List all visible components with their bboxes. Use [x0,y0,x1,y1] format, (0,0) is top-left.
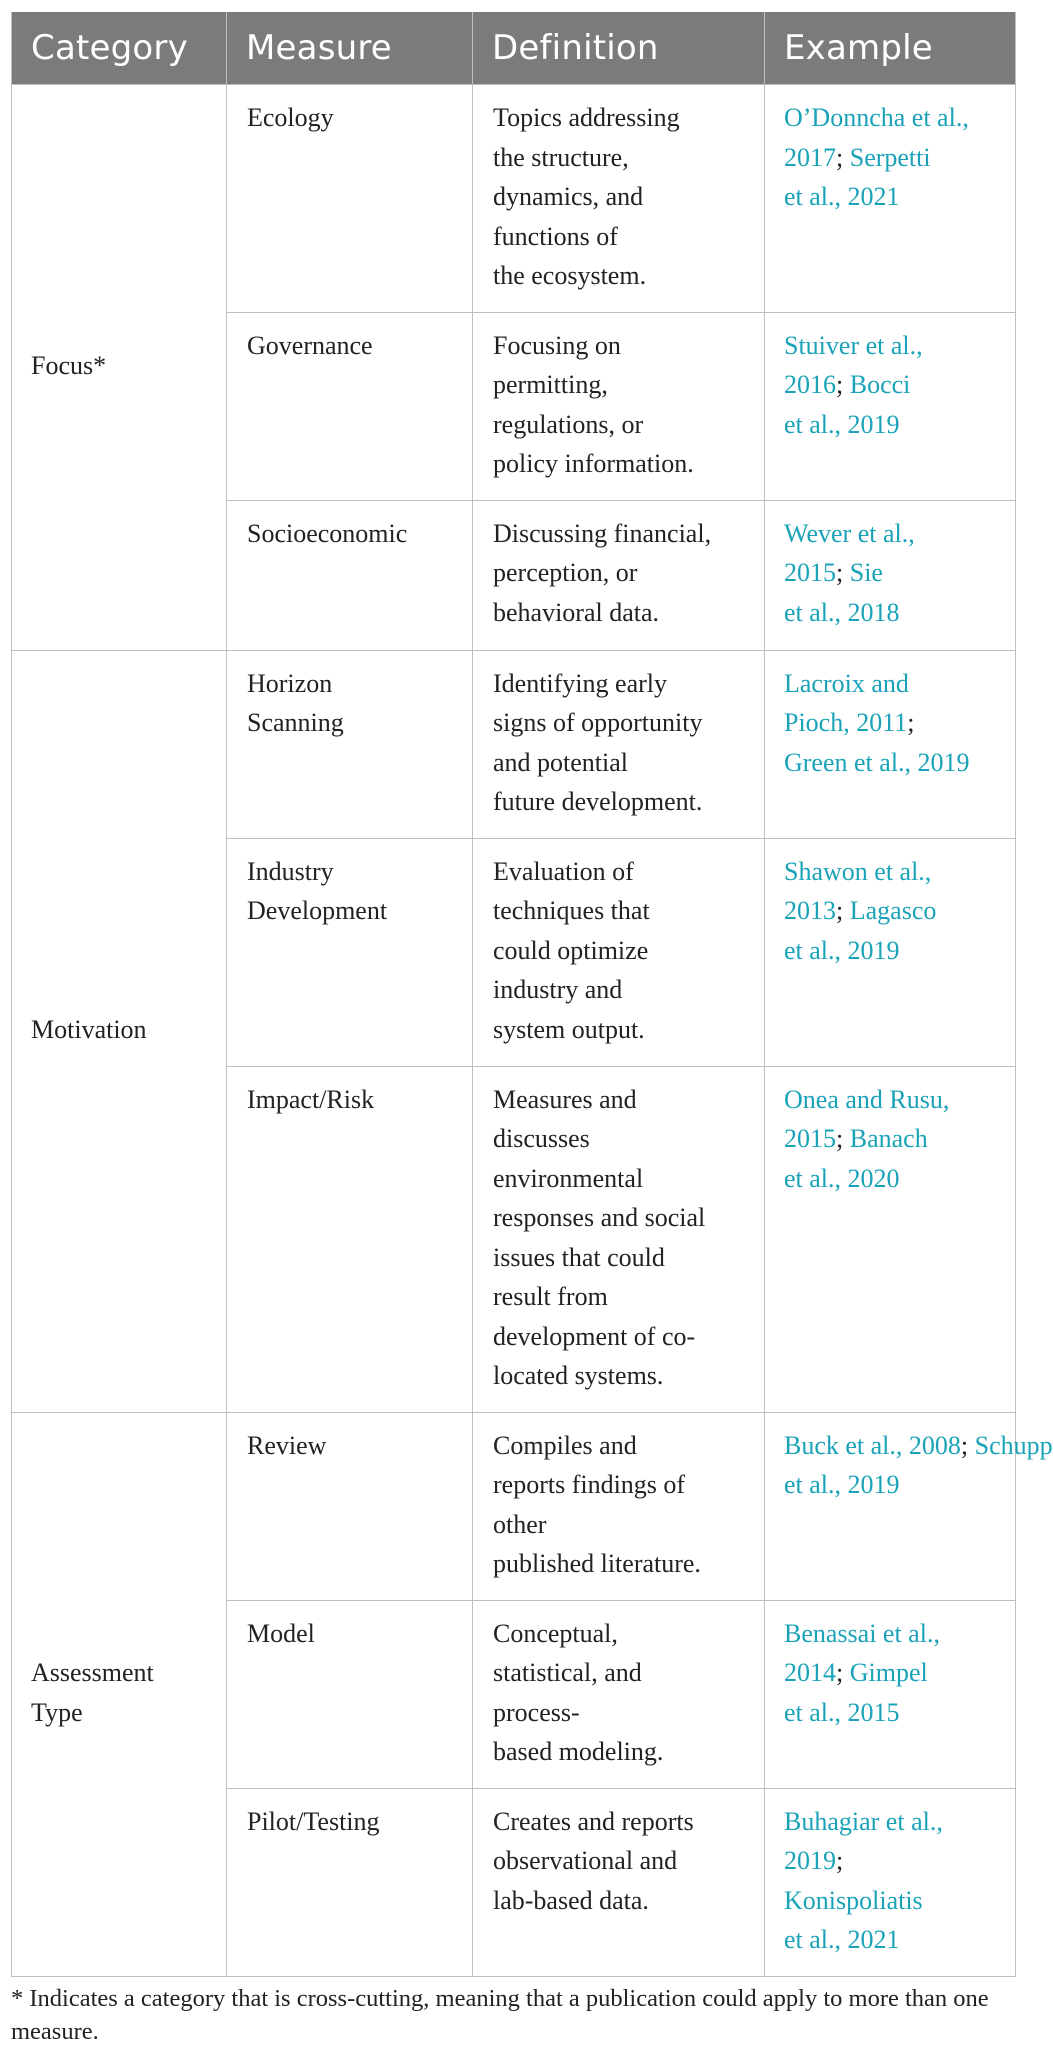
reference-separator: ; [836,1658,850,1687]
definition-text: techniques that [493,896,650,925]
reference-link[interactable]: Banach [849,1124,928,1153]
reference-separator: ; [836,1124,850,1153]
definition-text: Conceptual, [493,1618,618,1648]
reference-link[interactable]: O’Donncha et al., [784,103,969,132]
reference-link[interactable]: Onea and Rusu, [784,1084,950,1114]
table-row [12,85,1016,313]
measure-text: Ecology [247,103,334,132]
header-definition: Definition [473,12,765,85]
example-cell [765,312,1016,500]
measure-text: Pilot/Testing [247,1806,380,1836]
definition-text: published literature. [493,1549,701,1578]
reference-link[interactable]: et al., 2019 [784,1470,900,1499]
header-example: Example [765,12,1016,85]
definition-text: signs of opportunity [493,708,703,737]
definition-text: system output. [493,1014,645,1044]
category-cell [12,650,227,1412]
measure-text: Review [247,1430,327,1460]
definition-text: Compiles and [493,1430,637,1460]
reference-link[interactable]: Pioch, 2011 [784,708,908,737]
header-category: Category [12,12,227,85]
footnote: * Indicates a category that is cross-cutting, meaning that a publication could apply to more than one measure. [11,1985,989,2045]
reference-link[interactable]: Wever et al., [784,518,915,548]
definition-cell [473,500,765,650]
measure-cell [227,838,473,1066]
definition-text: observational and [493,1846,678,1875]
reference-link[interactable]: et al., 2019 [784,409,900,439]
definition-text: policy information. [493,449,694,478]
reference-link[interactable]: et al., 2018 [784,597,900,627]
reference-link[interactable]: Schupp [974,1430,1053,1460]
example-line [784,1653,1007,1693]
definition-text: Focusing on [493,330,621,360]
measure-cell [227,85,473,313]
reference-link[interactable]: Lagasco [849,896,937,925]
definition-text: dynamics, and [493,182,644,211]
example-line [784,138,1007,178]
measure-text: Impact/Risk [247,1084,375,1114]
reference-link[interactable]: et al., 2021 [784,182,900,211]
example-line [784,891,1007,931]
definition-cell [473,85,765,313]
reference-separator: ; [836,370,850,399]
measure-text: Model [247,1618,315,1648]
table-container [11,12,1053,1977]
reference-link[interactable]: Stuiver et al., [784,330,923,360]
definition-text: development of co- [493,1321,696,1351]
definition-text: perception, or [493,558,638,587]
example-line [784,703,1007,743]
measure-cell [227,650,473,838]
category-cell [12,1412,227,1976]
header-row [12,12,1016,85]
table-row [12,1412,1016,1600]
definition-text: located systems. [493,1361,664,1390]
measure-text: Horizon [247,668,333,698]
definition-text: responses and social [493,1203,706,1232]
definition-text: Evaluation of [493,856,634,886]
measure-cell [227,1600,473,1788]
category-cell [12,85,227,651]
definition-text: Creates and reports [493,1806,694,1836]
definition-text: Measures and [493,1084,637,1114]
table-row [12,650,1016,838]
definition-text: the ecosystem. [493,261,647,290]
definition-text: statistical, and [493,1658,642,1687]
reference-link[interactable]: 2017 [784,142,836,172]
example-cell [765,1788,1016,1976]
reference-link[interactable]: Shawon et al., [784,856,932,886]
reference-separator: ; [836,896,850,925]
reference-link[interactable]: et al., 2019 [784,935,900,965]
definition-text: regulations, or [493,409,644,439]
reference-link[interactable]: 2015 [784,558,836,587]
definition-text: result from [493,1282,608,1311]
definition-text: Topics addressing [493,103,680,132]
definition-cell [473,312,765,500]
definition-text: permitting, [493,370,608,399]
definition-text: process- [493,1697,580,1727]
measure-text: Socioeconomic [247,518,408,548]
measure-text: Industry [247,856,334,886]
definition-text: issues that could [493,1242,665,1272]
reference-link[interactable]: Benassai et al., [784,1618,940,1648]
reference-link[interactable]: et al., 2020 [784,1163,900,1193]
reference-link[interactable]: 2014 [784,1658,836,1687]
measure-cell [227,312,473,500]
measure-cell [227,1788,473,1976]
definition-text: future development. [493,787,703,816]
definition-text: behavioral data. [493,597,660,627]
reference-separator: ; [907,708,915,737]
reference-link[interactable]: Buck et al., 2008 [784,1430,961,1460]
example-cell [765,650,1016,838]
definition-text: reports findings of [493,1470,686,1499]
example-cell [765,1600,1016,1788]
example-line [784,553,1007,593]
definition-text: functions of [493,221,618,251]
header-measure: Measure [227,12,473,85]
definition-cell [473,838,765,1066]
reference-link[interactable]: et al., 2021 [784,1925,900,1954]
definition-cell [473,650,765,838]
reference-separator: ; [960,1430,975,1460]
example-cell [765,1066,1016,1412]
table-body [12,85,1053,1977]
example-cell [765,838,1016,1066]
definition-text: discusses [493,1124,590,1153]
reference-link[interactable]: Konispoliatis [784,1885,923,1915]
reference-link[interactable]: 2013 [784,896,836,925]
example-cell [765,500,1016,650]
reference-link[interactable]: Green et al., 2019 [784,747,970,777]
reference-separator: ; [836,1846,844,1875]
measure-text: Governance [247,330,373,360]
reference-link[interactable]: Bocci [849,370,911,399]
category-text: Type [31,1697,83,1727]
reference-link[interactable]: Sie [849,558,883,587]
definition-text: other [493,1509,547,1539]
reference-link[interactable]: et al., 2015 [784,1697,900,1727]
definition-text: industry and [493,975,623,1004]
measure-cell [227,1066,473,1412]
measure-cell [227,1412,473,1600]
reference-link[interactable]: 2019 [784,1846,836,1875]
reference-separator: ; [836,558,850,587]
definition-text: based modeling. [493,1737,664,1766]
reference-link[interactable]: 2016 [784,370,836,399]
category-text: Assessment [31,1658,154,1687]
category-text: Focus* [31,351,107,380]
example-line [784,1119,1007,1159]
measure-cell [227,500,473,650]
example-line [784,1841,1007,1881]
reference-link[interactable]: Buhagiar et al., [784,1806,943,1836]
definition-cell [473,1600,765,1788]
reference-link[interactable]: Serpetti [849,142,931,172]
reference-link[interactable]: Gimpel [849,1658,928,1687]
definition-cell [473,1066,765,1412]
definition-text: lab-based data. [493,1885,649,1915]
reference-link[interactable]: Lacroix and [784,668,909,698]
reference-link[interactable]: 2015 [784,1124,836,1153]
definition-text: Identifying early [493,668,667,698]
definition-text: environmental [493,1163,644,1193]
measure-text: Development [247,896,388,925]
reference-separator: ; [836,142,850,172]
definition-cell [473,1788,765,1976]
measure-text: Scanning [247,708,344,737]
category-text: Motivation [31,1014,147,1044]
example-cell [765,85,1016,313]
definition-text: and potential [493,747,629,777]
definition-text: could optimize [493,935,649,965]
example-line [784,365,1007,405]
example-line [784,1426,1053,1466]
example-cell [765,1412,1053,1600]
classification-table [11,12,1053,1977]
definition-cell [473,1412,765,1600]
definition-text: Discussing financial, [493,518,712,548]
definition-text: the structure, [493,142,629,172]
